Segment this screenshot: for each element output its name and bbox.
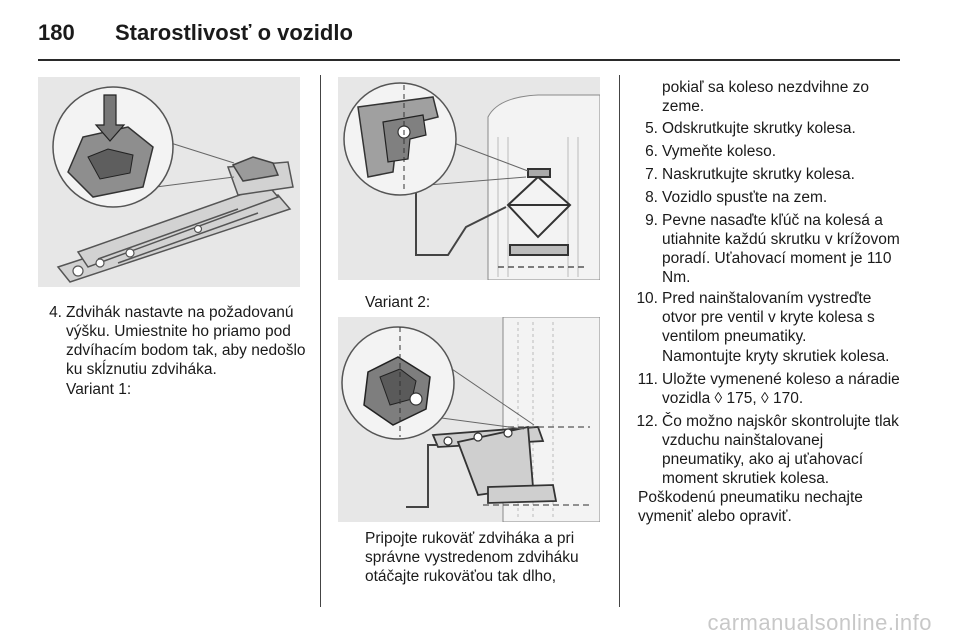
step-text: Vymeňte koleso. [662, 143, 777, 160]
step-text: Zdvihák nastavte na požadovanú výšku. Umiestnite ho priamo pod zdvíhacím bodom tak, aby nedošlo ku skĺznutiu zdviháka. [66, 304, 306, 378]
variant-1-label: Variant 1: [66, 381, 132, 398]
step-10-note [630, 347, 910, 367]
page-title: Starostlivosť o vozidlo [115, 20, 353, 45]
step-number: 5. [645, 120, 658, 137]
step-text: Odskrutkujte skrutky kolesa. [662, 120, 856, 137]
column-divider-right [619, 75, 620, 607]
step-number: 11. [637, 371, 658, 388]
figure-jack-variant-2 [338, 317, 600, 522]
header-rule [38, 59, 900, 61]
step-text: Naskrutkujte skrutky kolesa. [662, 166, 855, 183]
variant-2-label: Variant 2: [365, 294, 431, 311]
step-8 [630, 188, 910, 208]
figure-jack-variant-1 [338, 77, 600, 280]
step-11 [630, 370, 910, 410]
step-number: 9. [645, 212, 658, 229]
step-10 [630, 289, 910, 349]
figure-jack-lift-point [38, 77, 300, 287]
watermark: carmanualsonline.info [707, 610, 932, 635]
step-4 [38, 303, 310, 383]
step-6 [630, 142, 910, 162]
step-9 [630, 211, 910, 289]
step-number: 7. [645, 166, 658, 183]
final-paragraph: Poškodenú pneumatiku nechajte vymeniť alebo opraviť. [638, 489, 863, 525]
step-7 [630, 165, 910, 185]
step-number: 8. [645, 189, 658, 206]
step-number: 12. [636, 413, 658, 430]
step-number: 6. [645, 143, 658, 160]
step-text: Uložte vymenené koleso a náradie vozidla ◊ 175, ◊ 170. [662, 371, 900, 407]
column-divider-left [320, 75, 321, 607]
step-12 [630, 412, 910, 490]
step-text: Pevne nasaďte kľúč na kolesá a utiahnite každú skrutku v krížovom poradí. Uťahovací moment je 110 Nm. [662, 212, 900, 286]
step-number: 4. [49, 304, 62, 321]
continued-paragraph: pokiaľ sa koleso nezdvihne zo zeme. [662, 79, 870, 115]
page-header [38, 12, 900, 56]
step-text: Čo možno najskôr skontrolujte tlak vzduchu nainštalovanej pneumatiky, ako aj uťahovací moment skrutiek kolesa. [662, 413, 899, 487]
step-text: Namontujte kryty skrutiek kolesa. [662, 348, 890, 365]
page-number: 180 [38, 20, 75, 45]
step-text: Pred nainštalovaním vystreďte otvor pre ventil v kryte kolesa s ventilom pneumatiky. [662, 290, 875, 345]
step-number: 10. [636, 290, 658, 307]
column-2-paragraph: Pripojte rukoväť zdviháka a pri správne vystredenom zdviháku otáčajte rukoväťou tak dlho, [365, 530, 579, 585]
step-5 [630, 119, 910, 139]
step-text: Vozidlo spusťte na zem. [662, 189, 828, 206]
